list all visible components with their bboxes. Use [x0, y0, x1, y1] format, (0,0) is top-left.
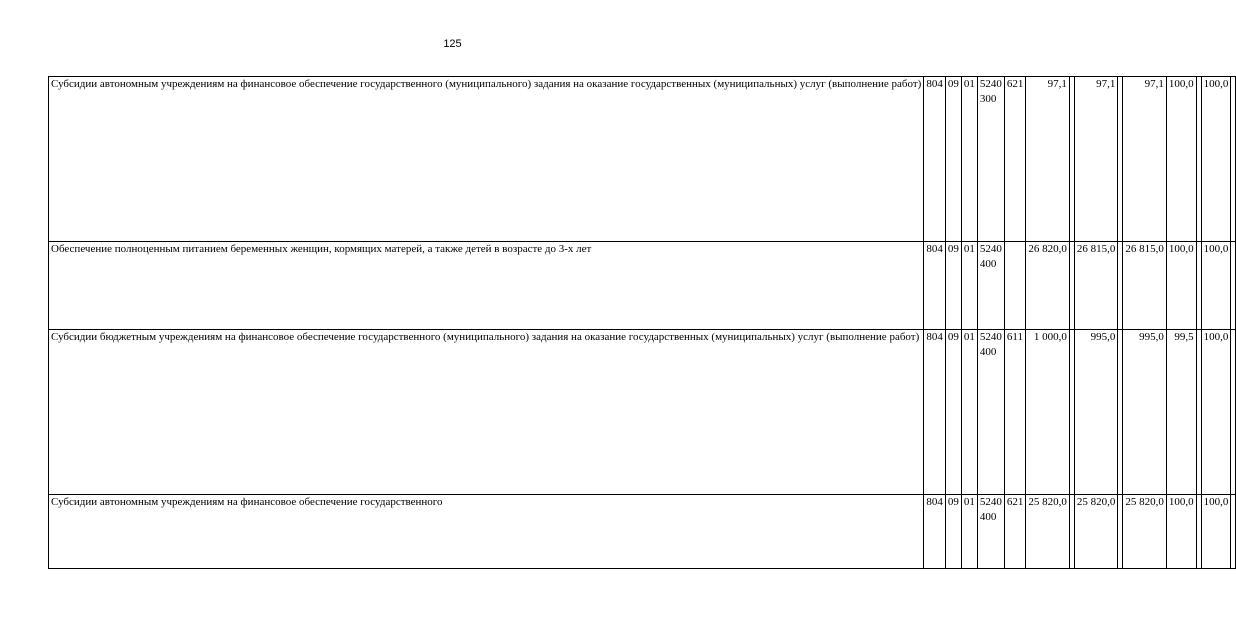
csr-code-part1: 5240 [979, 496, 1002, 508]
vr-code: 611 [1004, 330, 1026, 495]
csr-code-part1: 5240 [979, 78, 1002, 90]
adjusted-value: 995,0 [1074, 330, 1118, 495]
empty-cell [1231, 330, 1236, 495]
adjusted-value: 97,1 [1074, 77, 1118, 242]
adjusted-value: 26 815,0 [1074, 242, 1118, 330]
ved-code: 804 [924, 242, 946, 330]
row-name: Субсидии бюджетным учреждениям на финансовое обеспечение государственного (муниципального) задания на оказание государственных (муниципальных) услуг (выполнение работ) [49, 330, 924, 495]
executed-value: 995,0 [1123, 330, 1167, 495]
ved-code: 804 [924, 330, 946, 495]
percent-value-1: 100,0 [1166, 242, 1196, 330]
pr-code: 01 [961, 242, 977, 330]
percent-value-1: 100,0 [1166, 495, 1196, 569]
ved-code: 804 [924, 77, 946, 242]
executed-value: 26 815,0 [1123, 242, 1167, 330]
csr-code [977, 495, 1004, 569]
empty-cell [1231, 242, 1236, 330]
empty-cell [1231, 77, 1236, 242]
csr-code-part2: 400 [979, 345, 997, 358]
percent-value-1: 100,0 [1166, 77, 1196, 242]
pr-code: 01 [961, 330, 977, 495]
csr-code [977, 242, 1004, 330]
csr-code [977, 330, 1004, 495]
row-name: Обеспечение полноценным питанием беременных женщин, кормящих матерей, а также детей в возрасте до 3-х лет [49, 242, 924, 330]
executed-value: 97,1 [1123, 77, 1167, 242]
vr-code [1004, 242, 1026, 330]
rz-code: 09 [945, 330, 961, 495]
percent-value-2: 100,0 [1201, 242, 1231, 330]
percent-value-2: 100,0 [1201, 495, 1231, 569]
plan-value: 25 820,0 [1026, 495, 1070, 569]
plan-value: 26 820,0 [1026, 242, 1070, 330]
rz-code: 09 [945, 495, 961, 569]
row-name: Субсидии автономным учреждениям на финансовое обеспечение государственного (муниципального) задания на оказание государственных (муниципальных) услуг (выполнение работ) [49, 77, 924, 242]
plan-value: 97,1 [1026, 77, 1070, 242]
csr-code [977, 77, 1004, 242]
plan-value: 1 000,0 [1026, 330, 1070, 495]
csr-code-part1: 5240 [979, 243, 1002, 255]
table-row [49, 330, 1236, 495]
percent-value-1: 99,5 [1166, 330, 1196, 495]
rz-code: 09 [945, 242, 961, 330]
csr-code-part2: 400 [979, 510, 997, 523]
page-number: 125 [443, 38, 462, 50]
ved-code: 804 [924, 495, 946, 569]
vr-code: 621 [1004, 495, 1026, 569]
empty-cell [1231, 495, 1236, 569]
table-row [49, 77, 1236, 242]
percent-value-2: 100,0 [1201, 330, 1231, 495]
budget-table [48, 76, 1236, 569]
rz-code: 09 [945, 77, 961, 242]
vr-code: 621 [1004, 77, 1026, 242]
percent-value-2: 100,0 [1201, 77, 1231, 242]
pr-code: 01 [961, 77, 977, 242]
executed-value: 25 820,0 [1123, 495, 1167, 569]
table-row [49, 495, 1236, 569]
table-row [49, 242, 1236, 330]
csr-code-part2: 300 [979, 92, 997, 105]
csr-code-part1: 5240 [979, 331, 1002, 343]
pr-code: 01 [961, 495, 977, 569]
csr-code-part2: 400 [979, 257, 997, 270]
row-name: Субсидии автономным учреждениям на финансовое обеспечение государственного [49, 495, 924, 569]
adjusted-value: 25 820,0 [1074, 495, 1118, 569]
